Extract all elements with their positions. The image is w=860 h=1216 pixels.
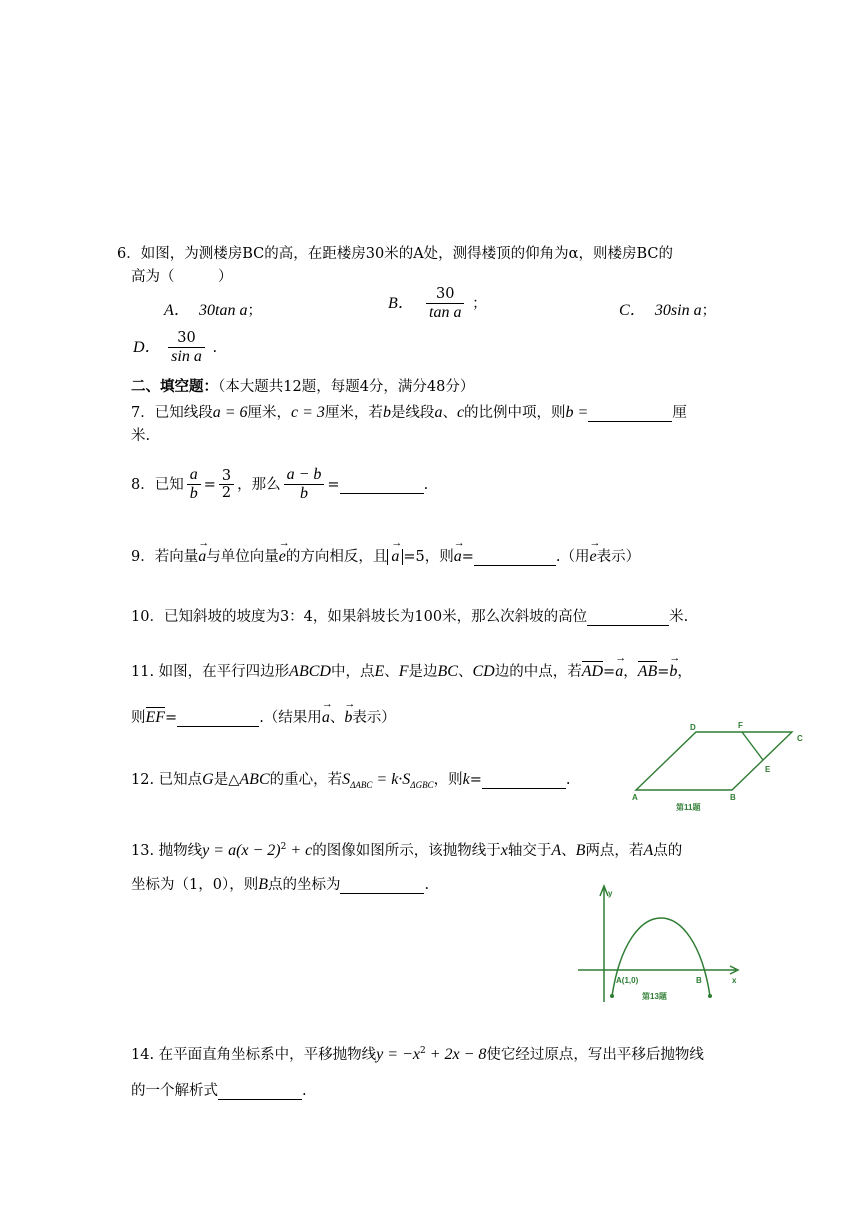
q6-line2: 高为（ ） bbox=[131, 269, 233, 285]
q7-line1: 7．已知线段a = 6厘米，c = 3厘米，若b是线段a、c的比例中项，则b = 厘 bbox=[131, 404, 687, 421]
q11-answer-blank[interactable] bbox=[177, 710, 259, 727]
figure-11-caption: 第11题 bbox=[676, 803, 701, 812]
label-e: E bbox=[765, 765, 771, 774]
q7-answer-blank[interactable] bbox=[588, 405, 672, 422]
section-heading: 二、填空题：（本大题共12题，每题4分，满分48分） bbox=[131, 378, 475, 395]
q6-option-d: D． $\frac{30}{\text{sin a}}$ . bbox=[133, 330, 218, 365]
q6-option-c: C． 30sin a； bbox=[619, 302, 717, 319]
label-c: C bbox=[797, 734, 803, 743]
q12: 12. 已知点G是△ABC的重心，若$S_{\Delta ABC} = k\cdot S_{\Delta GBC}$，则k= . bbox=[131, 771, 571, 790]
q8: 8．已知 $\frac{a}{b}$ = $\frac{3}{2}$ ，那么 $\frac{a - b}{b}$ = . bbox=[131, 466, 429, 503]
q9: 9．若向量→ a与单位向量→ e的方向相反，且→ a =5，则→ a= .（用→ e表示） bbox=[131, 545, 640, 566]
figure-11-parallelogram bbox=[626, 718, 810, 818]
q11-line1: 11. 如图，在平行四边形ABCD中，点E、F是边BC、CD边的中点，若AD=→ a，AB=→ b， bbox=[131, 660, 692, 681]
label-d: D bbox=[690, 723, 696, 732]
point-a-label: A(1,0) bbox=[616, 976, 639, 985]
parabola-end-left bbox=[610, 994, 614, 998]
segment-fe bbox=[742, 732, 763, 760]
figure-13-parabola bbox=[572, 882, 752, 1006]
label-a: A bbox=[632, 793, 638, 802]
q13-line1: 13. 抛物线$y = a(x - 2)^2 + c$的图像如图所示，该抛物线于x轴交于A、B两点，若A点的 bbox=[131, 842, 683, 859]
parabola-end-right bbox=[708, 994, 712, 998]
parallelogram-abcd bbox=[636, 732, 792, 790]
q13-line2: 坐标为（1，0），则B点的坐标为 . bbox=[131, 876, 430, 893]
q8-answer-blank[interactable] bbox=[340, 477, 424, 494]
x-axis-label: x bbox=[732, 976, 737, 985]
label-f: F bbox=[738, 721, 743, 730]
q14-line1: 14. 在平面直角坐标系中，平移抛物线$y = -x^2 + 2x - 8$使它经过原点，写出平移后抛物线 bbox=[131, 1046, 704, 1063]
q6-option-b: B． $\frac{30}{\text{tan a}}$ ； bbox=[388, 286, 487, 321]
y-axis-label: y bbox=[608, 889, 613, 898]
q14-line2: 的一个解析式 . bbox=[131, 1083, 307, 1099]
figure-13-caption: 第13题 bbox=[642, 992, 667, 1001]
q7-line2: 米. bbox=[131, 428, 151, 444]
point-b-label: B bbox=[696, 976, 702, 985]
q13-answer-blank[interactable] bbox=[340, 877, 424, 894]
q11-line2: 则EF= .（结果用→ a、→ b表示） bbox=[131, 706, 396, 727]
q6-line1: 6．如图，为测楼房BC的高，在距楼房30米的A处，测得楼顶的仰角为α，则楼房BC的 bbox=[117, 246, 673, 262]
q14-answer-blank[interactable] bbox=[218, 1083, 302, 1100]
q6-option-a: A． 30tan a； bbox=[164, 302, 262, 319]
q10-answer-blank[interactable] bbox=[587, 609, 669, 626]
q10: 10．已知斜坡的坡度为3：4，如果斜坡长为100米，那么次斜坡的高位 米. bbox=[131, 609, 689, 625]
label-b: B bbox=[730, 793, 736, 802]
q12-answer-blank[interactable] bbox=[482, 772, 566, 789]
q9-answer-blank[interactable] bbox=[474, 549, 556, 566]
